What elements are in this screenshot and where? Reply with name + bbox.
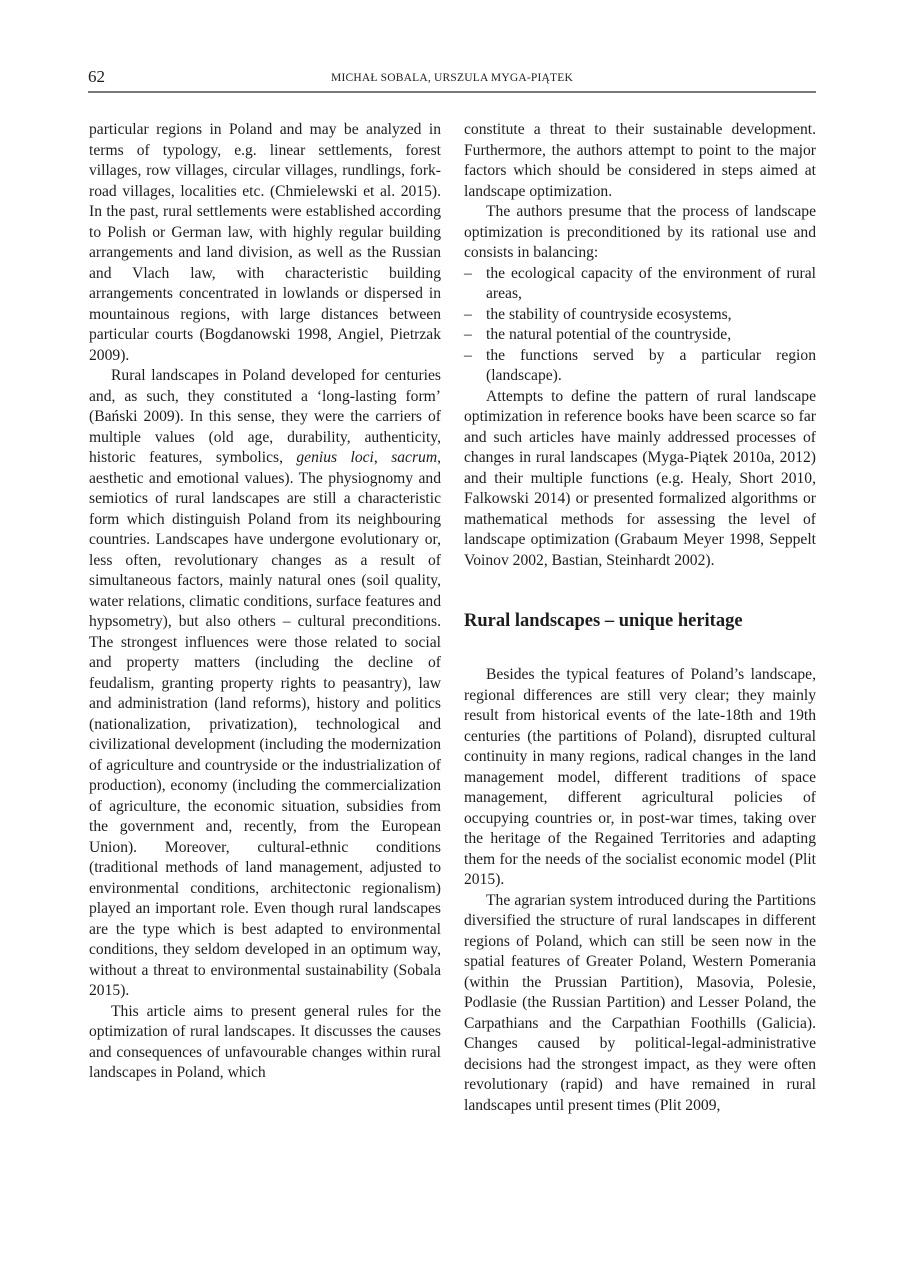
paragraph-text: , aesthetic and emotional values). The physiognomy and semiotics of rural landscapes are still a characteristic form which distinguish Poland from its neighbouring countries. Landscapes have undergone evolutionary or, less often, revolutionary changes as a result of simultaneous factors, mainly natural ones (soil quality, water relations, climatic conditions, surface features and hypsometry), but also others – cultural preconditions. The strongest influences were those related to social and property matters (including the decline of feudalism, granting property rights to peasantry), law and administration (land reforms), history and politics (nationalization, privatization), technological and civilizational development (including the modernization of agriculture and countryside or the industrialization of production), economy (including the commercialization of agriculture, the economic situation, subsidies from the government and, recently, from the European Union). Moreover, cultural-ethnic conditions (traditional methods of land management, adjusted to environmental conditions, architectonic regionalism) played an important role. Even though rural landscapes are the type which is best adapted to environmental conditions, they seldom developed in an optimum way, without a threat to environmental sustainability (Sobala 2015). (89, 449, 442, 999)
list-dash: – (464, 346, 472, 364)
list-item (464, 346, 816, 387)
list-item (464, 264, 816, 305)
list-item-text: the natural potential of the countryside, (486, 326, 732, 343)
page-number: 62 (88, 67, 105, 86)
paragraph: particular regions in Poland and may be analyzed in terms of typology, e.g. linear settlements, forest villages, row villages, circular villages, rundlings, fork-road villages, localities etc. (Chmielewski et al. 2015). In the past, rural settlements were established according to Polish or German law, with highly regular building arrangements and land division, as well as the Russian and Vlach law, with characteristic building arrangements concentrated in lowlands or dispersed in mountainous regions, with large distances between particular courts (Bogdanowski 1998, Angiel, Pietrzak 2009). (89, 121, 441, 364)
italic-term: genius loci (296, 449, 374, 466)
italic-term: sacrum (391, 449, 438, 466)
balancing-list (464, 264, 816, 387)
paragraph: Attempts to define the pattern of rural landscape optimization in reference books have been scarce so far and such articles have mainly addressed processes of changes in rural landscapes (Myga-Piątek 2010a, 2012) and their multiple functions (e.g. Healy, Short 2010, Falkowski 2014) or presented formalized algorithms or mathematical methods for assessing the level of landscape optimization (Grabaum Meyer 1998, Seppelt Voinov 2002, Bastian, Steinhardt 2002). (464, 387, 816, 569)
page-header (88, 66, 816, 90)
left-column (89, 120, 441, 1084)
paragraph-text: Rural landscapes in Poland developed for centuries and, as such, they constituted a ‘long-lasting form’ (Bański 2009). In this sense, they were the carriers of multiple values (old age, durability, authenticity, historic features, symbolics, (89, 367, 441, 466)
paragraph: The authors presume that the process of landscape optimization is preconditioned by its rational use and consists in balancing: (464, 203, 816, 261)
running-head: MICHAŁ SOBALA, URSZULA MYGA-PIĄTEK (331, 72, 573, 84)
paragraph: constitute a threat to their sustainable development. Furthermore, the authors attempt to point to the major factors which should be considered in steps aimed at landscape optimization. (464, 121, 816, 200)
list-dash: – (464, 305, 472, 323)
right-column (464, 120, 816, 1116)
paragraph: The agrarian system introduced during the Partitions diversified the structure of rural landscapes in different regions of Poland, which can still be seen now in the spatial features of Greater Poland, Western Pomerania (within the Prussian Partition), Masovia, Polesie, Podlasie (the Russian Partition) and Lesser Poland, the Carpathians and the Carpathian Foothills (Galicia). Changes caused by political-legal-administrative decisions had the strongest impact, as they were often revolutionary (rapid) and have remained in rural landscapes until present times (Plit 2009, (464, 891, 816, 1114)
header-rule (88, 91, 816, 93)
list-dash: – (464, 264, 472, 282)
list-dash: – (464, 326, 472, 343)
list-item-text: the ecological capacity of the environment of rural areas, (486, 264, 816, 302)
paragraph: Besides the typical features of Poland’s landscape, regional differences are still very clear; they mainly result from historical events of the late-18th and 19th centuries (the partitions of Poland), disrupted cultural continuity in many regions, radical changes in the land management model, different traditions of space management, different agricultural policies of occupying countries or, in post-war times, taking over the heritage of the Regained Territories and adapting them for the needs of the socialist economic model (Plit 2015). (464, 666, 816, 888)
paragraph: This article aims to present general rules for the optimization of rural landscapes. It discusses the causes and consequences of unfavourable changes within rural landscapes in Poland, which (89, 1002, 441, 1081)
list-item-text: the functions served by a particular region (landscape). (486, 346, 816, 384)
separator: , (373, 449, 392, 466)
paragraph (89, 366, 441, 1002)
list-item (464, 305, 816, 326)
section-heading: Rural landscapes – unique heritage (464, 611, 743, 631)
list-item-text: the stability of countryside ecosystems, (486, 305, 732, 323)
list-item (464, 325, 816, 346)
